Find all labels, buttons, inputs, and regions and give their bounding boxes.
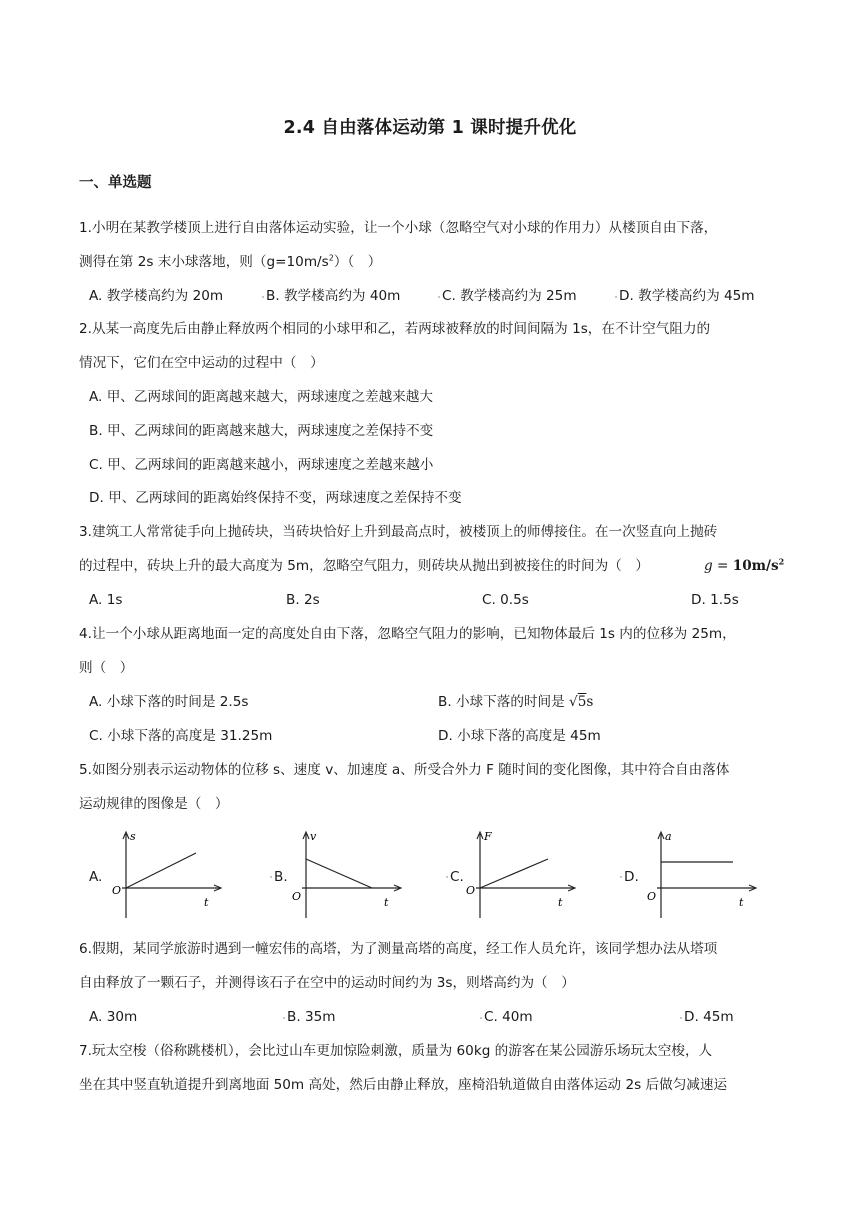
graph-b xyxy=(288,828,408,920)
graph-b-x-label: t xyxy=(384,896,389,909)
bullet-dot xyxy=(446,876,448,878)
question-6-line-2: 自由释放了一颗石子，并测得该石子在空中的运动时间约为 3s，则塔高约为（ ） xyxy=(79,975,575,991)
question-3-line-2: 的过程中，砖块上升的最大高度为 5m，忽略空气阻力，则砖块从抛出到被接住的时间为（ ） xyxy=(79,558,649,574)
question-1-exponent: 2 xyxy=(328,253,334,263)
graph-d-label: D. xyxy=(624,869,639,885)
bullet-dot xyxy=(680,1017,682,1019)
question-1-blank: ）（ ） xyxy=(333,254,382,270)
question-3-option-a: A. 1s xyxy=(89,592,123,608)
question-5-line-2: 运动规律的图像是（ ） xyxy=(79,796,229,812)
graph-d-x-label: t xyxy=(739,896,744,909)
graph-a xyxy=(108,828,228,920)
graph-c-label: C. xyxy=(450,869,464,885)
question-5-line-1: 5.如图分别表示运动物体的位移 s、速度 v、加速度 a、所受合外力 F 随时间的变化图像，其中符合自由落体 xyxy=(79,762,730,778)
question-4-line-1: 4.让一个小球从距离地面一定的高度处自由下落，忽略空气阻力的影响，已知物体最后 1s 内的位移为 25m， xyxy=(79,626,736,642)
question-4-option-a: A. 小球下落的时间是 2.5s xyxy=(89,694,249,710)
formula-value: 10m/s xyxy=(732,558,779,574)
question-4-option-c: C. 小球下落的高度是 31.25m xyxy=(89,728,273,744)
graph-a-y-label: s xyxy=(130,830,136,843)
question-3-line-1: 3.建筑工人常常徒手向上抛砖块，当砖块恰好上升到最高点时，被楼顶上的师傅接住。在一次竖直向上抛砖 xyxy=(79,524,718,540)
formula-exponent: 2 xyxy=(778,556,785,567)
graph-b-y-label: v xyxy=(310,830,317,843)
bullet-dot xyxy=(620,876,622,878)
graph-a-origin: O xyxy=(112,884,122,897)
graph-c-x-label: t xyxy=(558,896,563,909)
question-3-option-c: C. 0.5s xyxy=(482,592,529,608)
graph-c-curve xyxy=(480,859,548,888)
bullet-dot xyxy=(270,876,272,878)
question-4-option-d: D. 小球下落的高度是 45m xyxy=(438,728,601,744)
graph-b-curve xyxy=(306,859,372,888)
question-1-option-c: C. 教学楼高约为 25m xyxy=(442,288,577,304)
question-3-option-d: D. 1.5s xyxy=(691,592,739,608)
question-6-option-b: B. 35m xyxy=(287,1009,336,1025)
bullet-dot xyxy=(262,296,264,298)
document-title: 2.4 自由落体运动第 1 课时提升优化 xyxy=(283,118,577,138)
sqrt-radicand: 5 xyxy=(577,694,587,710)
graph-c-origin: O xyxy=(466,884,476,897)
question-1-stem-text: 测得在第 2s 末小球落地，则（g=10m/s xyxy=(79,254,329,270)
question-2-option-a: A. 甲、乙两球间的距离越来越大，两球速度之差越来越大 xyxy=(89,389,433,405)
question-6-line-1: 6.假期，某同学旅游时遇到一幢宏伟的高塔，为了测量高塔的高度，经工作人员允许，该同学想办法从塔项 xyxy=(79,941,718,957)
graph-a-x-label: t xyxy=(204,896,209,909)
bullet-dot xyxy=(283,1017,285,1019)
question-7-line-2: 坐在其中竖直轨道提升到离地面 50m 高处，然后由静止释放，座椅沿轨道做自由落体运动 2s 后做匀减速运 xyxy=(79,1077,728,1093)
gravity-formula xyxy=(704,556,784,576)
section-heading: 一、单选题 xyxy=(79,175,152,191)
graph-b-label: B. xyxy=(274,869,288,885)
graph-d-origin: O xyxy=(647,890,657,903)
question-2-line-2: 情况下，它们在空中运动的过程中（ ） xyxy=(79,355,324,371)
question-1-line-2 xyxy=(79,252,381,272)
graph-d-y-label: a xyxy=(665,830,672,843)
question-2-option-d: D. 甲、乙两球间的距离始终保持不变，两球速度之差保持不变 xyxy=(89,490,462,506)
formula-variable: g xyxy=(704,558,713,574)
question-2-line-1: 2.从某一高度先后由静止释放两个相同的小球甲和乙，若两球被释放的时间间隔为 1s，在不计空气阻力的 xyxy=(79,321,711,337)
question-4-option-b xyxy=(438,692,593,712)
bullet-dot xyxy=(480,1017,482,1019)
question-1-option-a: A. 教学楼高约为 20m xyxy=(89,288,224,304)
question-1-option-d: D. 教学楼高约为 45m xyxy=(619,288,755,304)
question-2-option-b: B. 甲、乙两球间的距离越来越大，两球速度之差保持不变 xyxy=(89,423,434,439)
question-3-option-b: B. 2s xyxy=(286,592,320,608)
question-7-line-1: 7.玩太空梭（俗称跳楼机），会比过山车更加惊险刺激，质量为 60kg 的游客在某公园游乐场玩太空梭，人 xyxy=(79,1043,713,1059)
graph-a-label: A. xyxy=(89,869,103,885)
graph-d xyxy=(643,828,763,920)
question-1-line-1: 1.小明在某教学楼顶上进行自由落体运动实验，让一个小球（忽略空气对小球的作用力）从楼顶自由下落， xyxy=(79,220,718,236)
graph-a-curve xyxy=(126,853,196,888)
sqrt-unit: s xyxy=(586,694,594,710)
question-4-line-2: 则（ ） xyxy=(79,660,134,676)
graph-b-origin: O xyxy=(292,890,302,903)
question-6-option-c: C. 40m xyxy=(484,1009,533,1025)
bullet-dot xyxy=(438,296,440,298)
question-6-option-d: D. 45m xyxy=(684,1009,734,1025)
question-2-option-c: C. 甲、乙两球间的距离越来越小，两球速度之差越来越小 xyxy=(89,457,434,473)
sqrt-sign: √ xyxy=(569,694,578,710)
graph-c-y-label: F xyxy=(484,830,492,843)
bullet-dot xyxy=(615,296,617,298)
question-1-option-b: B. 教学楼高约为 40m xyxy=(266,288,401,304)
sqrt-expression xyxy=(569,694,593,710)
graph-c xyxy=(462,828,582,920)
formula-equals: = xyxy=(712,558,733,574)
question-4-option-b-text: B. 小球下落的时间是 xyxy=(438,694,565,710)
question-6-option-a: A. 30m xyxy=(89,1009,138,1025)
